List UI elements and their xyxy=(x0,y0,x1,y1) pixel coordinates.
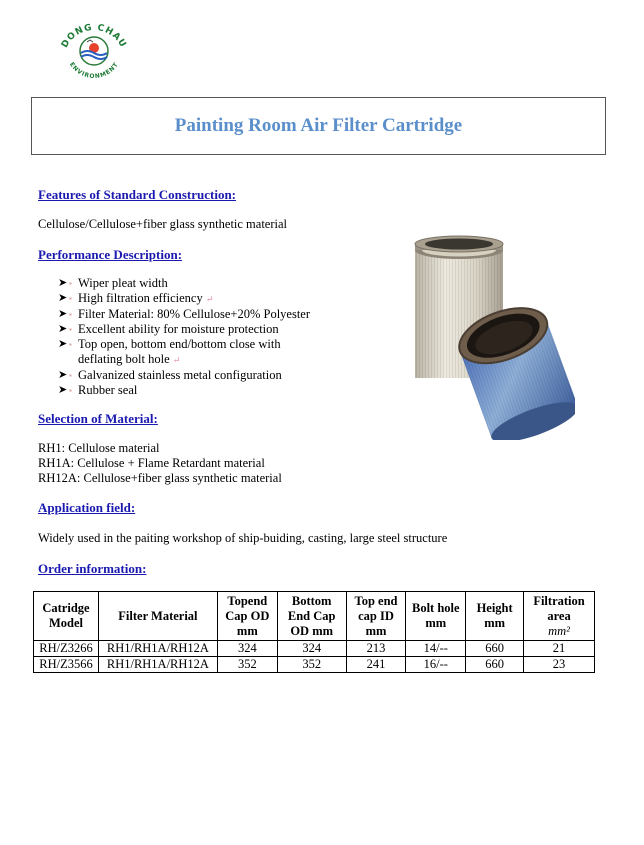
application-text: Widely used in the paiting workshop of ship-buiding, casting, large steel structure xyxy=(38,531,448,545)
performance-heading: Performance Description: xyxy=(38,247,183,262)
selection-heading: Selection of Material: xyxy=(38,411,158,426)
header-filtration-area: Filtration area mm² xyxy=(524,592,595,641)
features-heading: Features of Standard Construction: xyxy=(38,187,237,202)
order-table xyxy=(33,591,595,673)
header-material: Filter Material xyxy=(98,592,217,641)
list-item: ➤ ▪ High filtration efficiency ↵ xyxy=(58,291,214,305)
features-text: Cellulose/Cellulose+fiber glass synthetic material xyxy=(38,217,288,231)
list-item: ➤ ▪ Filter Material: 80% Cellulose+20% Polyester xyxy=(58,307,311,321)
list-item: ➤ ▪ Rubber seal xyxy=(58,383,138,397)
header-height: Height mm xyxy=(466,592,524,641)
dong-chau-logo xyxy=(56,20,132,82)
list-item: ➤ ▪ Wiper pleat width xyxy=(58,276,168,290)
header-bottom-od: Bottom End Cap OD mm xyxy=(277,592,346,641)
list-item: ➤ ▪ Top open, bottom end/bottom close with deflating bolt hole ↵ xyxy=(58,337,281,366)
list-item: ➤ ▪ Excellent ability for moisture protection xyxy=(58,322,279,336)
order-heading: Order information: xyxy=(38,561,147,576)
header-topend-od: Topend Cap OD mm xyxy=(217,592,277,641)
performance-list xyxy=(58,276,358,398)
header-topend-id: Top end cap ID mm xyxy=(346,592,406,641)
table-header-row xyxy=(34,592,595,641)
title-box xyxy=(31,97,606,155)
area-unit: mm² xyxy=(548,623,570,638)
filter-cartridge-image xyxy=(403,230,575,440)
table-row: RH/Z3266 RH1/RH1A/RH12A 324 324 213 14/-- 660 21 xyxy=(34,641,595,657)
logo-top-text: DONG CHAU xyxy=(60,22,128,50)
selection-line-1: RH1: Cellulose material xyxy=(38,441,160,455)
header-bolt-hole: Bolt hole mm xyxy=(406,592,466,641)
application-heading: Application field: xyxy=(38,500,136,515)
list-item: ➤ ▪ Galvanized stainless metal configuration xyxy=(58,368,282,382)
logo-bottom-text: ENVIRONMENT xyxy=(67,61,121,81)
selection-line-3: RH12A: Cellulose+fiber glass synthetic material xyxy=(38,471,282,485)
page-title: Painting Room Air Filter Cartridge xyxy=(174,115,463,136)
header-model: Catridge Model xyxy=(34,592,99,641)
selection-line-2: RH1A: Cellulose + Flame Retardant material xyxy=(38,456,265,470)
table-row: RH/Z3566 RH1/RH1A/RH12A 352 352 241 16/-- 660 23 xyxy=(34,657,595,673)
